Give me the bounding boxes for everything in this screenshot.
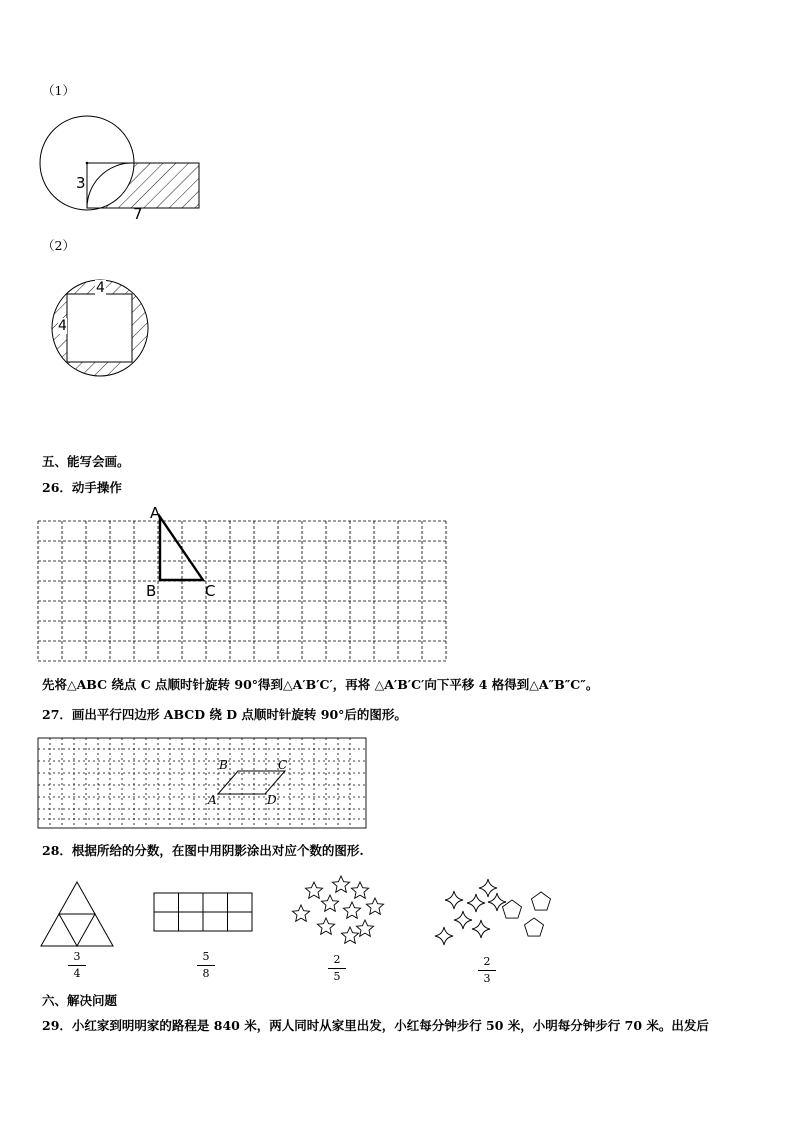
fraction-denominator: 8 (202, 967, 210, 980)
figure-1-radius-label: 3 (76, 174, 86, 192)
figure-1-diagram (30, 105, 230, 225)
parallelogram-label-a: A (208, 793, 217, 807)
fraction-denominator: 4 (73, 967, 81, 980)
fraction-numerator: 3 (73, 950, 81, 963)
question-27-grid (36, 733, 376, 833)
figure-2-top-label: 4 (96, 280, 105, 296)
fraction-numerator: 2 (333, 953, 341, 966)
fraction-denominator: 3 (483, 972, 491, 985)
q28-triangle-figure (38, 880, 118, 950)
parallelogram-label-d: D (267, 793, 277, 807)
parallelogram-abcd (218, 771, 285, 794)
q28-stars-figure (290, 874, 390, 954)
triangle-label-c: C (205, 582, 216, 600)
question-26-instruction: 先将△ABC 绕点 C 点顺时针旋转 90°得到△A′B′C′，再将 △A′B′C′向下平移 4 格得到△A″B″C″。 (42, 677, 599, 692)
figure-2-label: （2） (42, 238, 75, 253)
figure-1-length-label: 7 (133, 205, 143, 223)
fraction-five-eighths (191, 951, 221, 980)
fraction-bar (68, 965, 86, 966)
fraction-bar (478, 970, 496, 971)
parallelogram-label-b: B (219, 758, 228, 772)
question-28-title: 28．根据所给的分数，在图中用阴影涂出对应个数的图形. (42, 843, 364, 858)
fraction-two-thirds (472, 956, 502, 985)
section-5-title: 五、能写会画。 (42, 454, 130, 469)
fraction-bar (328, 968, 346, 969)
fraction-numerator: 2 (483, 955, 491, 968)
q28-mixed-shapes-figure (430, 874, 570, 954)
figure-2-side-label: 4 (58, 318, 67, 334)
question-26-title: 26．动手操作 (42, 480, 122, 495)
fraction-two-fifths (322, 954, 352, 983)
fraction-denominator: 5 (333, 970, 341, 983)
figure-1-label: （1） (42, 83, 75, 98)
triangle-label-a: A (150, 504, 161, 522)
triangle-label-b: B (146, 582, 157, 600)
fraction-bar (197, 965, 215, 966)
question-27-title: 27．画出平行四边形 ABCD 绕 D 点顺时针旋转 90°后的图形。 (42, 707, 407, 722)
section-6-title: 六、解决问题 (42, 993, 118, 1008)
q28-rectangle-figure (152, 891, 262, 941)
question-29-text: 29．小红家到明明家的路程是 840 米，两人同时从家里出发，小红每分钟步行 50 米，小明每分钟步行 70 米。出发后 (42, 1018, 709, 1033)
fraction-three-quarters (62, 951, 92, 980)
parallelogram-label-c: C (278, 758, 288, 772)
triangle-abc (160, 517, 203, 580)
question-26-grid (36, 505, 456, 665)
fraction-numerator: 5 (202, 950, 210, 963)
